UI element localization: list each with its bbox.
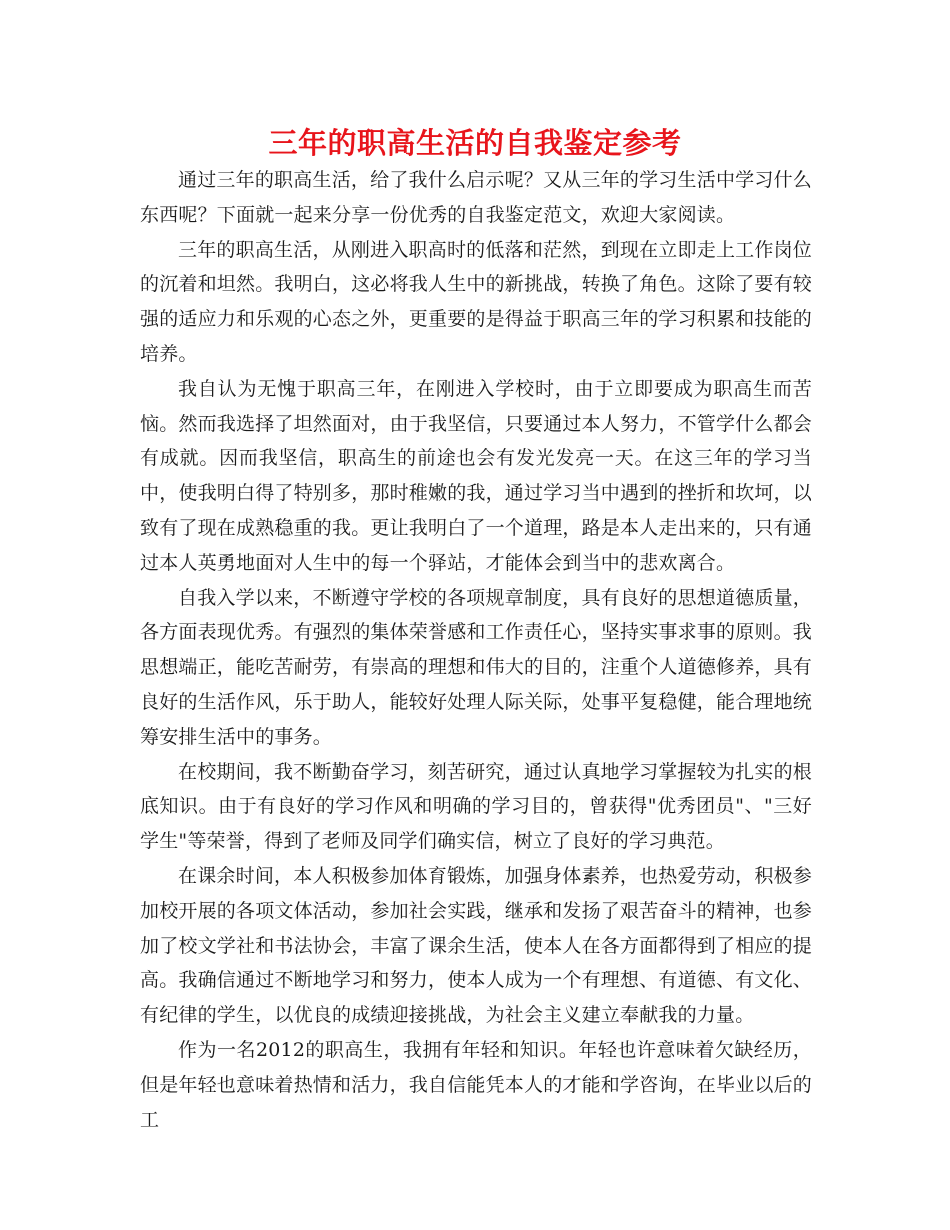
paragraph-3: 我自认为无愧于职高三年，在刚进入学校时，由于立即要成为职高生而苦恼。然而我选择了坦然面对，由于我坚信，只要通过本人努力，不管学什么都会有成就。因而我坚信，职高生的前途也会有发光发亮一天。在这三年的学习当中，使我明白得了特别多，那时稚嫩的我，通过学习当中遇到的挫折和坎坷，以致有了现在成熟稳重的我。更让我明白了一个道理，路是本人走出来的，只有通过本人英勇地面对人生中的每一个驿站，才能体会到当中的悲欢离合。 xyxy=(140,377,813,574)
paragraph-7: 作为一名2012的职高生，我拥有年轻和知识。年轻也许意味着欠缺经历，但是年轻也意味着热情和活力，我自信能凭本人的才能和学咨询，在毕业以后的工 xyxy=(140,1038,813,1131)
document-body xyxy=(140,163,812,1137)
document-title: 三年的职高生活的自我鉴定参考 xyxy=(268,126,682,160)
paragraph-2: 三年的职高生活，从刚进入职高时的低落和茫然，到现在立即走上工作岗位的沉着和坦然。我明白，这必将我人生中的新挑战，转换了角色。这除了要有较强的适应力和乐观的心态之外，更重要的是得益于职高三年的学习积累和技能的培养。 xyxy=(140,238,813,365)
paragraph-4: 自我入学以来，不断遵守学校的各项规章制度，具有良好的思想道德质量，各方面表现优秀。有强烈的集体荣誉感和工作责任心，坚持实事求事的原则。我思想端正，能吃苦耐劳，有崇高的理想和伟大的目的，注重个人道德修养，具有良好的生活作风，乐于助人，能较好处理人际关际，处事平复稳健，能合理地统筹安排生活中的事务。 xyxy=(140,586,813,748)
paragraph-intro: 通过三年的职高生活，给了我什么启示呢？又从三年的学习生活中学习什么东西呢？下面就一起来分享一份优秀的自我鉴定范文，欢迎大家阅读。 xyxy=(140,169,812,226)
paragraph-5: 在校期间，我不断勤奋学习，刻苦研究，通过认真地学习掌握较为扎实的根底知识。由于有良好的学习作风和明确的学习目的，曾获得"优秀团员"、"三好学生"等荣誉，得到了老师及同学们确实信，树立了良好的学习典范。 xyxy=(140,760,812,853)
paragraph-6: 在课余时间，本人积极参加体育锻炼，加强身体素养，也热爱劳动，积极参加校开展的各项文体活动，参加社会实践，继承和发扬了艰苦奋斗的精神，也参加了校文学社和书法协会，丰富了课余生活，使本人在各方面都得到了相应的提高。我确信通过不断地学习和努力，使本人成为一个有理想、有道德、有文化、有纪律的学生，以优良的成绩迎接挑战，为社会主义建立奉献我的力量。 xyxy=(140,864,813,1027)
